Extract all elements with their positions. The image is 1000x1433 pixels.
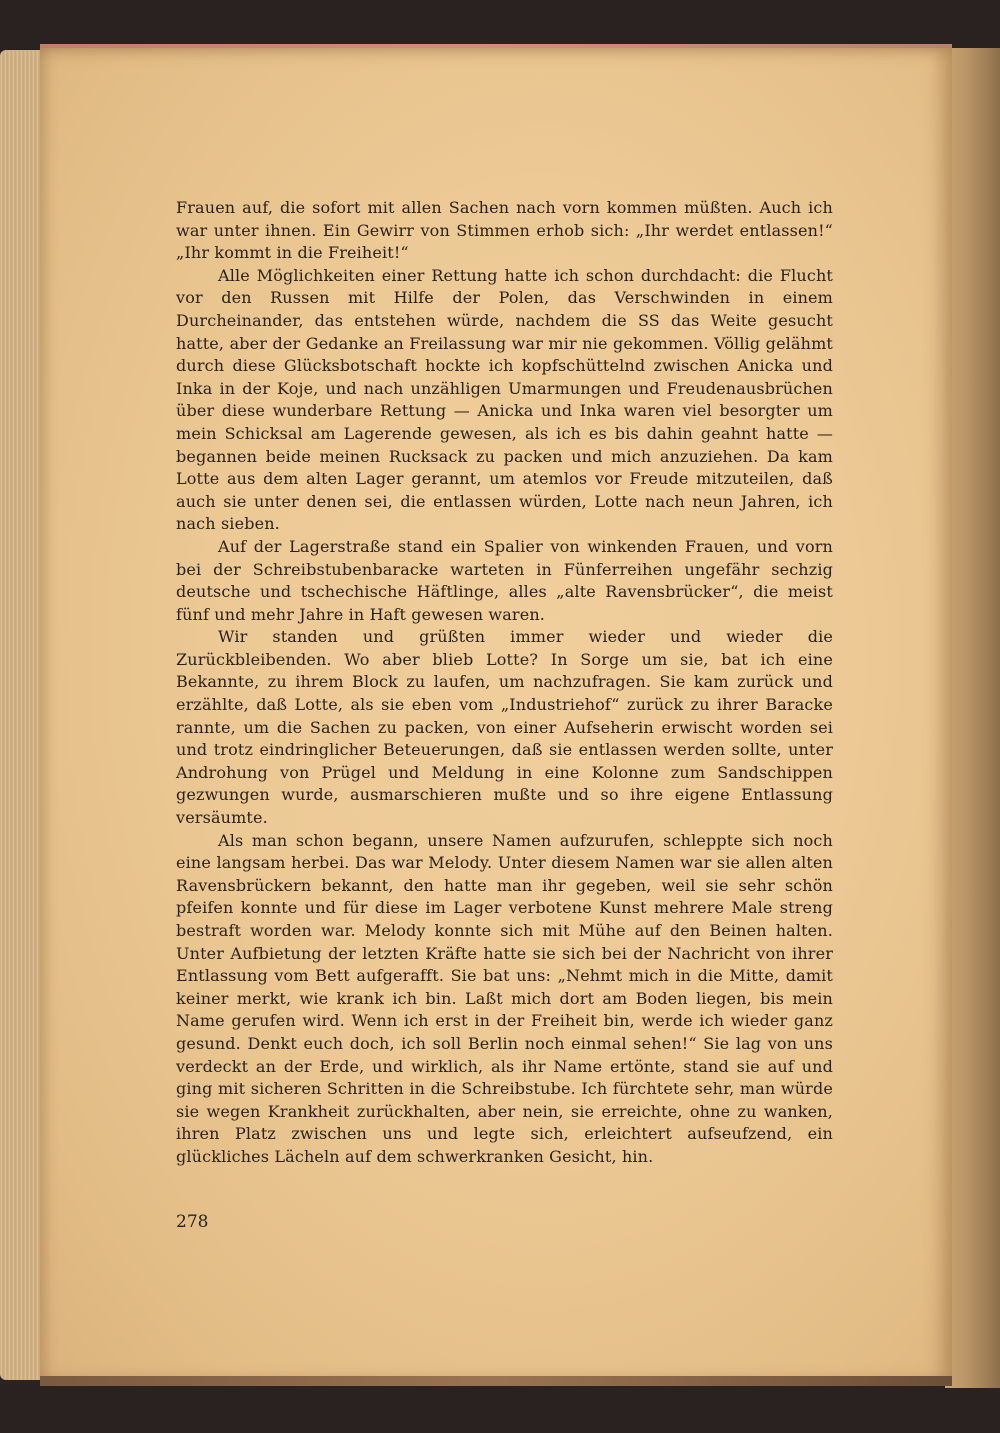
paragraph: Als man schon begann, unsere Namen aufzurufen, schleppte sich noch eine langsam herbei. Das war Melody. Unter diesem Namen war sie allen alten Ravensbrückern bekannt, den hatte man ihr gegeben, weil sie sehr schön pfeifen konnte und für diese im Lager verbotene Kunst mehrere Male streng bestraft worden war. Melody konnte sich mit Mühe auf den Beinen halten. Unter Aufbietung der letzten Kräfte hatte sie sich bei der Nachricht von ihrer Entlassung vom Bett aufgerafft. Sie bat uns: „Nehmt mich in die Mitte, damit keiner merkt, wie krank ich bin. Laßt mich dort am Boden liegen, bis mein Name gerufen wird. Wenn ich erst in der Freiheit bin, werde ich wieder ganz gesund. Denkt euch doch, ich soll Berlin noch einmal sehen!“ Sie lag von uns verdeckt an der Erde, und wirklich, als ihr Name ertönte, stand sie auf und ging mit sicheren Schritten in die Schreibstube. Ich fürchtete sehr, man würde sie wegen Krankheit zurückhalten, aber nein, sie erreichte, ohne zu wanken, ihren Platz zwischen uns und legte sich, erleichtert aufseufzend, ein glückliches Lächeln auf dem schwerkranken Gesicht, hin. <box>176 830 833 1166</box>
page-number: 278 <box>176 1212 209 1232</box>
paragraph-continuation: Frauen auf, die sofort mit allen Sachen nach vorn kommen müßten. Auch ich war unter ihnen. Ein Gewirr von Stimmen erhob sich: „Ihr werdet entlassen!“ „Ihr kommt in die Freiheit!“ <box>176 198 833 263</box>
paragraph: Alle Möglichkeiten einer Rettung hatte ich schon durchdacht: die Flucht vor den Russen mit Hilfe der Polen, das Verschwinden in einem Durcheinander, das entstehen würde, nachdem die SS das Weite gesucht hatte, aber der Gedanke an Freilassung war mir nie gekommen. Völlig gelähmt durch diese Glücksbotschaft hockte ich kopfschüttelnd zwischen Anicka und Inka in der Koje, und nach unzähligen Umarmungen und Freudenausbrüchen über diese wunderbare Rettung — Anicka und Inka waren viel besorgter um mein Schicksal am Lagerende gewesen, als ich es bis dahin geahnt hatte — begannen beide meinen Rucksack zu packen und mich anzuziehen. Da kam Lotte aus dem alten Lager gerannt, um atemlos vor Freude mitzuteilen, daß auch sie unter denen sei, die entlassen würden, Lotte nach neun Jahren, ich nach sieben. <box>176 265 833 534</box>
paragraph: Wir standen und grüßten immer wieder und wieder die Zurückbleibenden. Wo aber blieb Lotte? In Sorge um sie, bat ich eine Bekannte, zu ihrem Block zu laufen, um nachzufragen. Sie kam zurück und erzählte, daß Lotte, als sie eben vom „Industriehof“ zurück zu ihrer Baracke rannte, um die Sachen zu packen, von einer Aufseherin erwischt worden sei und trotz eindringlicher Beteuerungen, daß sie entlassen werden sollte, unter Androhung von Prügel und Meldung in eine Kolonne zum Sandschippen gezwungen wurde, ausmarschieren mußte und so ihre eigene Entlassung versäumte. <box>176 627 833 828</box>
page-body-text <box>176 197 833 1169</box>
bottom-edge-band <box>40 1376 952 1386</box>
right-page-edges <box>945 48 1000 1388</box>
paragraph: Auf der Lagerstraße stand ein Spalier von winkenden Frauen, und vorn bei der Schreibstubenbaracke warteten in Fünferreihen ungefähr sechzig deutsche und tschechische Häftlinge, alles „alte Ravensbrücker“, die meist fünf und mehr Jahre in Haft gewesen waren. <box>176 536 833 624</box>
